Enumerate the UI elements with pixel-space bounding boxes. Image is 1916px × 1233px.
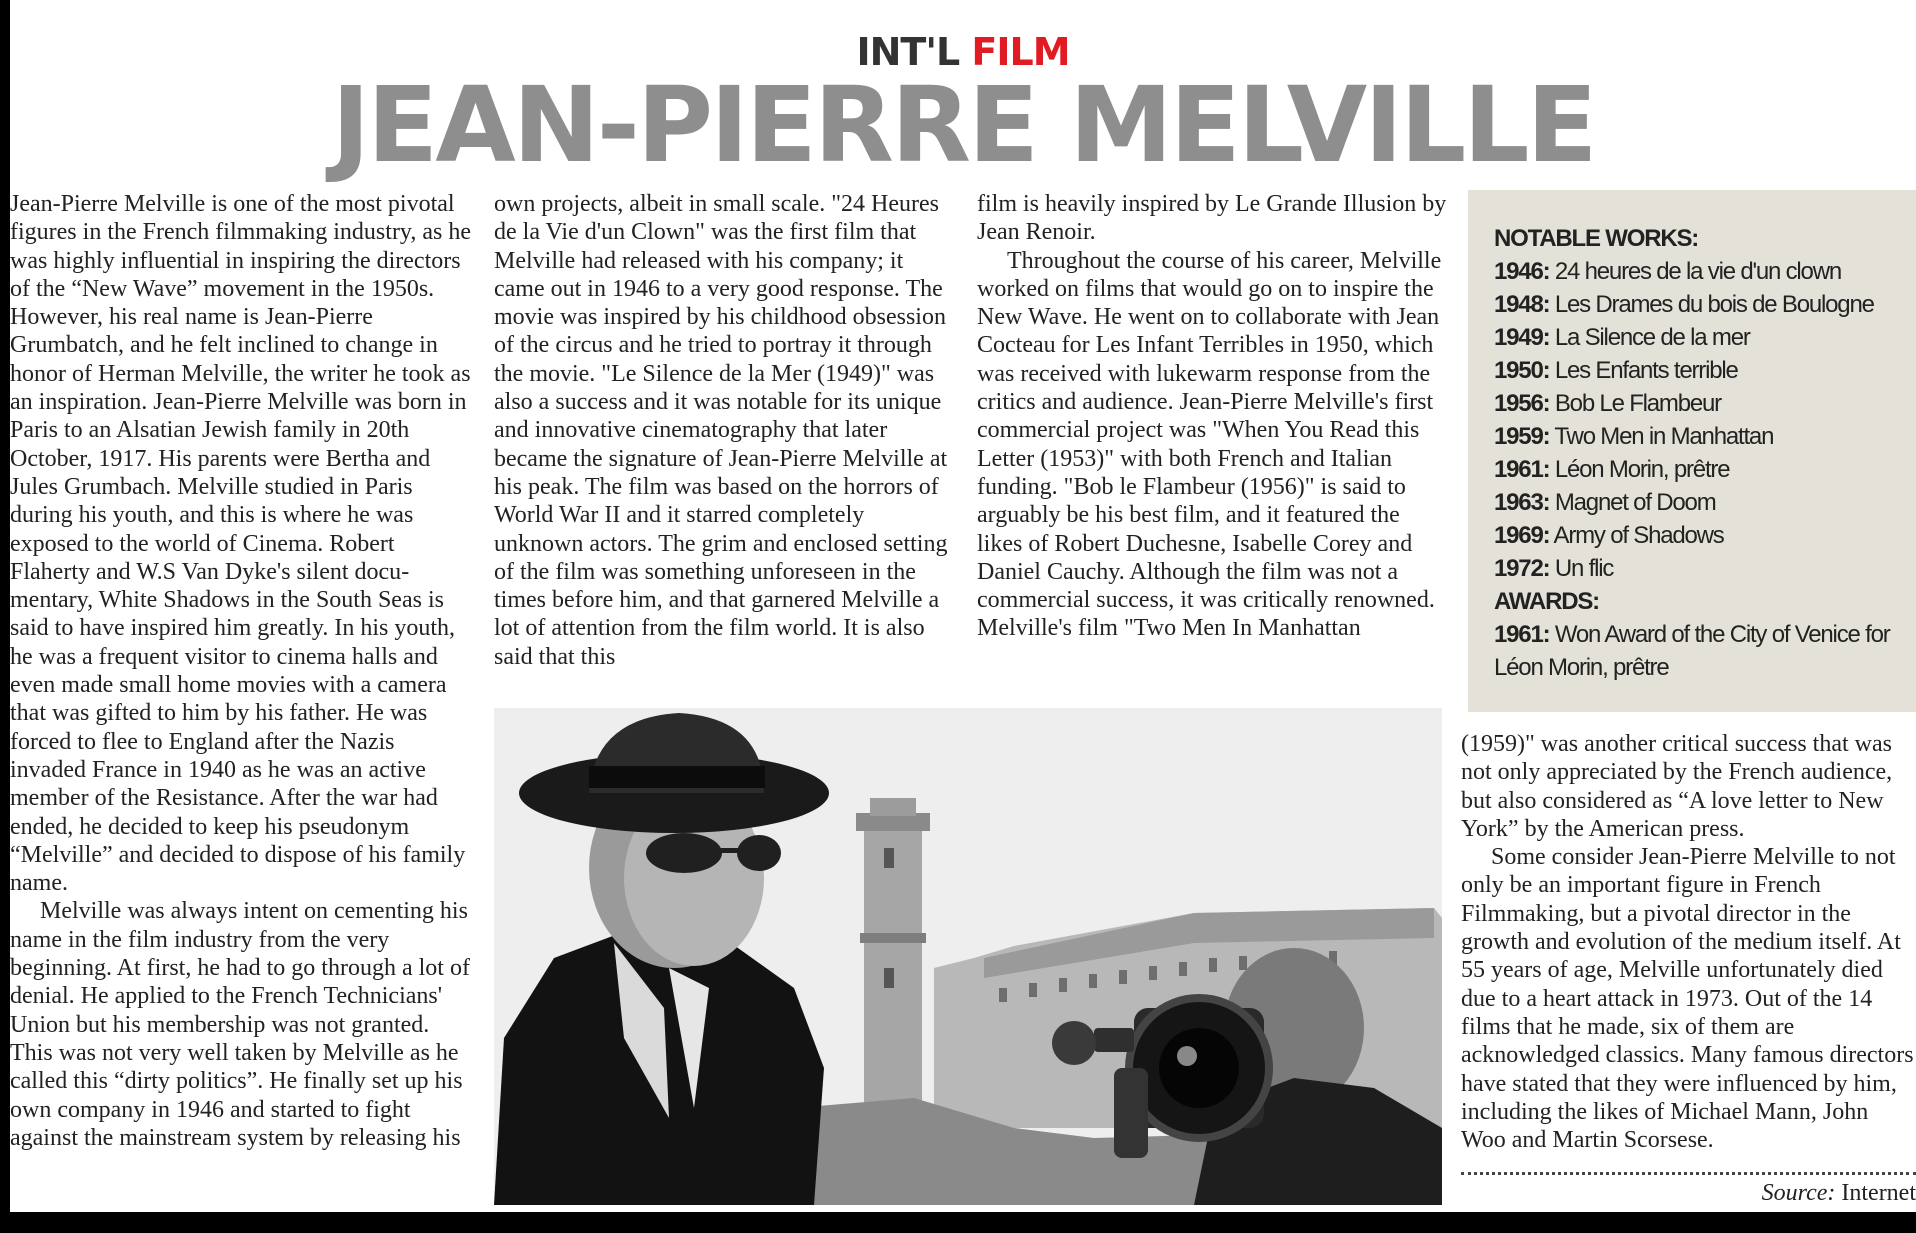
work-item [1494,321,1894,354]
paragraph: Some consider Jean-Pierre Melville to not only be an important figure in French Filmmaking, but a pivotal director in the growth and evolution of the medium itself. At 55 years of age, Melville unfortunately died due to a heart attack in 1973. Out of the 14 films that he made, six of them are acknowledged classics. Many famous directors have stated that they were influenced by him, including the likes of Michael Mann, John Woo and Martin Scorsese. [1461,844,1914,1154]
newspaper-page [10,0,1916,1212]
kicker-red: FILM [971,30,1070,74]
paragraph: own projects, albeit in small scale. "24 Heures de la Vie d'un Clown" was the first film that Melville had released with his company; it came out in 1946 to a very good response. The movie was inspired by his childhood obsession of the circus and he tried to portray it through the movie. "Le Silence de la Mer (1949)" was also a success and it was notable for its unique and innovative cinematography that later became the signature of Jean-Pierre Melville at his peak. The film was based on the horrors of World War II and it starred completely unknown actors. The grim and enclosed setting of the film was something unforeseen in the times before him, and that garnered Melville a lot of attention from the film world. It is also said that this [494,191,948,670]
work-item [1494,618,1894,684]
awards-heading: AWARDS: [1494,588,1599,615]
work-title: 24 heures de la vie d'un clown [1549,258,1841,285]
article-column-3 [977,190,1447,695]
work-year: 1963: [1494,489,1550,516]
paragraph: Throughout the course of his career, Melville worked on films that would go on to inspire the New Wave. He went on to collaborate with Jean Cocteau for Les Infant Terribles in 1950, which was received with lukewarm response from the critics and audience. Jean-Pierre Melville's first commercial project was "When You Read this Letter (1953)" with both French and Italian funding. "Bob le Flambeur (1956)" is said to arguably be his best film, and it featured the likes of Robert Duchesne, Isabelle Corey and Daniel Cauchy. Although the film was not a commercial success, it was critically renowned. Melville's film "Two Men In Manhattan [977,247,1442,642]
work-title: Magnet of Doom [1549,489,1716,516]
notable-works-box [1468,190,1916,712]
work-item [1494,387,1894,420]
notable-works-heading: NOTABLE WORKS: [1494,225,1699,252]
work-item [1494,486,1894,519]
work-item [1494,519,1894,552]
paragraph: (1959)" was another critical success that was not only appreciated by the French audience, but also considered as “A love letter to New York” by the American press. [1461,731,1893,842]
work-year: 1948: [1494,291,1550,318]
work-year: 1956: [1494,390,1550,417]
source-credit [1762,1180,1916,1207]
paragraph: Jean-Pierre Melville is one of the most pivotal figures in the French filmmaking industry, as he was highly influential in inspiring the directors of the “New Wave” movement in the 1950s. However, his real name is Jean-Pierre Grumbatch, and he felt inclined to change in honor of Herman Melville, the writer he took as an inspiration. Jean-Pierre Melville was born in Paris to an Alsatian Jewish family in 20th October, 1917. His parents were Bertha and Jules Grumbach. Melville studied in Paris during his youth, and this is where he was exposed to the world of Cinema. Robert Flaherty and W.S Van Dyke's silent documentary, White Shadows in the South Seas is said to have inspired him greatly. In his youth, he was a frequent visitor to cinema halls and even made small home movies with a camera that was gifted to him by his father. He was forced to flee to England after the Nazis invaded France in 1940 as he was an active member of the Resistance. After the war had ended, he decided to keep his pseudonym “Melville” and decided to dispose of his family name. [10,191,472,897]
work-item [1494,552,1894,585]
awards-list [1494,618,1894,684]
work-title: Bob Le Flambeur [1549,390,1721,417]
work-item [1494,354,1894,387]
work-item [1494,255,1894,288]
work-title: Léon Morin, prêtre [1549,456,1730,483]
work-year: 1972: [1494,555,1550,582]
work-title: Army of Shadows [1549,522,1724,549]
source-value: Internet [1835,1180,1916,1206]
work-title: Un flic [1549,555,1614,582]
work-item [1494,453,1894,486]
paragraph: film is heavily inspired by Le Grande Illusion by Jean Renoir. [977,191,1447,246]
work-year: 1961: [1494,456,1550,483]
work-year: 1950: [1494,357,1550,384]
work-title: Won Award of the City of Venice for Léon Morin, prêtre [1494,621,1890,681]
work-year: 1949: [1494,324,1550,351]
page-title: JEAN-PIERRE MELVILLE [331,64,1595,186]
article-column-1 [10,190,475,1210]
paragraph: Melville was always intent on cementing his name in the film industry from the very beginning. At first, he had to go through a lot of denial. He applied to the French Technicians' Union but his membership was not granted. This was not very well taken by Melville as he called this “dirty politics”. He finally set up his own company in 1946 and started to fight against the mainstream system by releasing his [10,898,470,1151]
work-title: Les Enfants terrible [1549,357,1738,384]
work-year: 1961: [1494,621,1550,648]
work-item [1494,288,1894,321]
photo-melville-with-camera [494,708,1442,1205]
article-column-2 [494,190,959,695]
work-title: Les Drames du bois de Boulogne [1549,291,1874,318]
photo-illustration [494,708,1442,1205]
works-list [1494,255,1894,585]
divider-dotted [1461,1172,1916,1175]
kicker-dark: INT'L [856,30,960,74]
work-title: La Silence de la mer [1549,324,1750,351]
work-year: 1959: [1494,423,1550,450]
work-year: 1946: [1494,258,1550,285]
work-title: Two Men in Manhattan [1549,423,1774,450]
work-year: 1969: [1494,522,1550,549]
article-column-4 [1461,730,1916,1155]
work-item [1494,420,1894,453]
source-label: Source: [1761,1180,1836,1206]
